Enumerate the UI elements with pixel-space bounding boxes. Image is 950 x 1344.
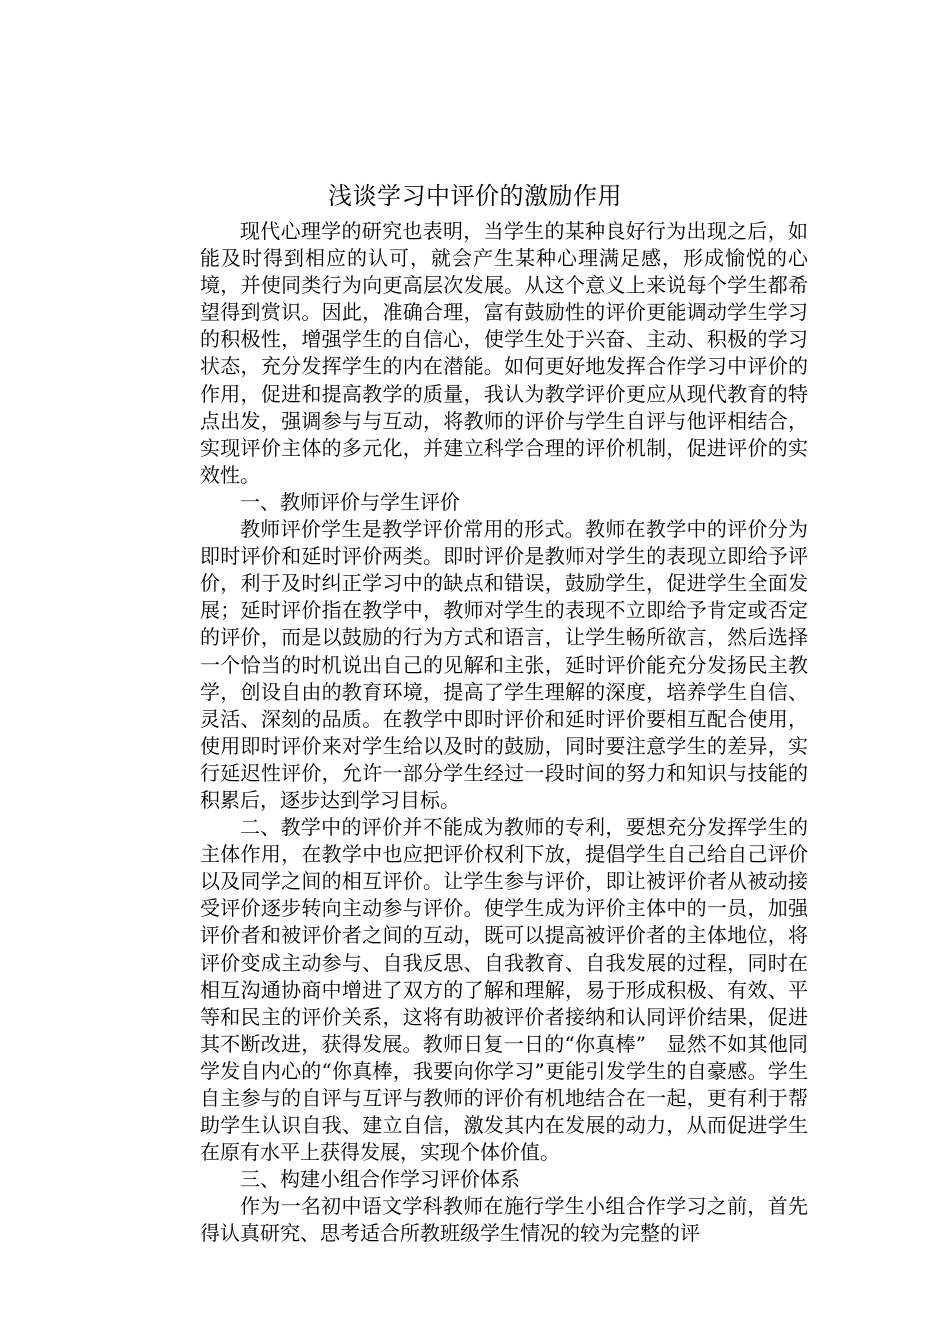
section-2-paragraph: 二、教学中的评价并不能成为教师的专利，要想充分发挥学生的主体作用，在教学中也应把评价权利下放，提倡学生自己给自己评价以及同学之间的相互评价。让学生参与评价，即让被评价者从被动接受评价逐步转向主动参与评价。使学生成为评价主体中的一员，加强评价者和被评价者之间的互动，既可以提高被评价者的主体地位，将评价变成主动参与、自我反思、自我教育、自我发展的过程，同时在相互沟通协商中增进了双方的了解和理解，易于形成积极、有效、平等和民主的评价关系，这将有助被评价者接纳和认同评价结果，促进其不断改进，获得发展。教师日复一日的“你真棒” 显然不如其他同学发自内心的“你真棒，我要向你学习”更能引发学生的自豪感。学生自主参与的自评与互评与教师的评价有机地结合在一起，更有利于帮助学生认识自我、建立自信，激发其内在发展的动力，从而促进学生在原有水平上获得发展，实现个体价值。 (200, 815, 808, 1165)
intro-paragraph: 现代心理学的研究也表明，当学生的某种良好行为出现之后，如能及时得到相应的认可，就会产生某种心理满足感，形成愉悦的心境，并使同类行为向更高层次发展。从这个意义上来说每个学生都希望得到赏识。因此，准确合理，富有鼓励性的评价更能调动学生学习的积极性，增强学生的自信心，使学生处于兴奋、主动、积极的学习状态，充分发挥学生的内在潜能。如何更好地发挥合作学习中评价的作用，促进和提高教学的质量，我认为教学评价更应从现代教育的特点出发，强调参与与互动，将教师的评价与学生自评与他评相结合，实现评价主体的多元化，并建立科学合理的评价机制，促进评价的实效性。 (200, 219, 808, 487)
section-1-paragraph: 教师评价学生是教学评价常用的形式。教师在教学中的评价分为即时评价和延时评价两类。即时评价是教师对学生的表现立即给予评价，利于及时纠正学习中的缺点和错误，鼓励学生，促进学生全面发展；延时评价指在教学中，教师对学生的表现不立即给予肯定或否定的评价，而是以鼓励的行为方式和语言，让学生畅所欲言，然后选择一个恰当的时机说出自己的见解和主张，延时评价能充分发扬民主教学，创设自由的教育环境，提高了学生理解的深度，培养学生自信、灵活、深刻的品质。在教学中即时评价和延时评价要相互配合使用，使用即时评价来对学生给以及时的鼓励，同时要注意学生的差异，实行延迟性评价，允许一部分学生经过一段时间的努力和知识与技能的积累后，逐步达到学习目标。 (200, 517, 808, 812)
document-body (200, 218, 808, 1248)
section-3-paragraph: 作为一名初中语文学科教师在施行学生小组合作学习之前，首先得认真研究、思考适合所教班级学生情况的较为完整的评 (200, 1194, 808, 1246)
section-heading-3: 三、构建小组合作学习评价体系 (240, 1167, 520, 1192)
section-heading-1: 一、教师评价与学生评价 (240, 489, 460, 514)
document-title: 浅谈学习中评价的激励作用 (328, 182, 622, 210)
